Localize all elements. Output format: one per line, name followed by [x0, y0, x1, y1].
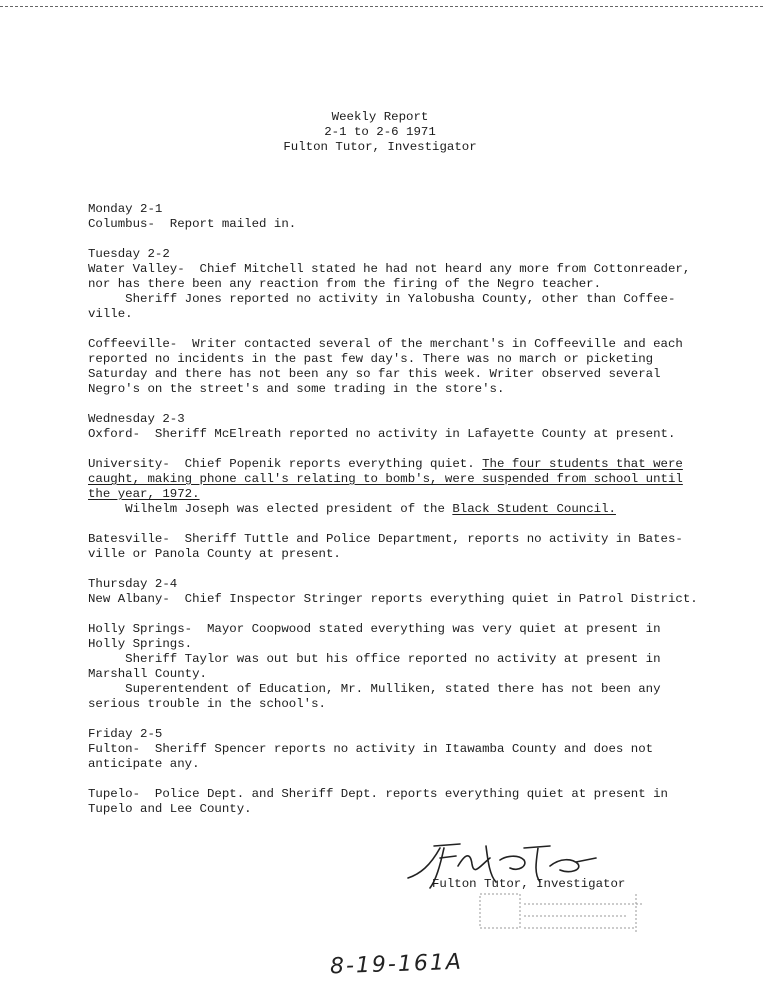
- page-top-edge: [0, 0, 763, 7]
- entry-holly-springs-line: Marshall County.: [88, 667, 207, 681]
- day-heading-wednesday: Wednesday 2-3: [88, 412, 185, 426]
- entry-tupelo-line: Tupelo and Lee County.: [88, 802, 252, 816]
- entry-coffeeville-line: Negro's on the street's and some trading in the store's.: [88, 382, 505, 396]
- day-heading-thursday: Thursday 2-4: [88, 577, 178, 591]
- entry-university-underlined: The four students that were: [482, 457, 683, 471]
- entry-university-underlined: caught, making phone call's relating to bomb's, were suspended from school until: [88, 472, 683, 486]
- entry-new-albany: New Albany- Chief Inspector Stringer reports everything quiet in Patrol District.: [88, 592, 698, 606]
- entry-holly-springs-line: Holly Springs- Mayor Coopwood stated everything was very quiet at present in: [88, 622, 661, 636]
- signature-printed-name: Fulton Tutor, Investigator: [432, 877, 626, 891]
- report-title: Weekly Report: [331, 110, 429, 124]
- entry-coffeeville-line: Coffeeville- Writer contacted several of the merchant's in Coffeeville and each: [88, 337, 683, 351]
- entry-holly-springs-line: Holly Springs.: [88, 637, 193, 651]
- entry-columbus: Columbus- Report mailed in.: [88, 217, 297, 231]
- entry-coffeeville-line: reported no incidents in the past few day's. There was no march or picketing: [88, 352, 654, 366]
- entry-tupelo-line: Tupelo- Police Dept. and Sheriff Dept. reports everything quiet at present in: [88, 787, 668, 801]
- entry-batesville-line: Batesville- Sheriff Tuttle and Police Department, reports no activity in Bates-: [88, 532, 683, 546]
- entry-university-underlined: Black Student Council.: [452, 502, 616, 516]
- entry-university-line: [88, 502, 616, 517]
- entry-holly-springs-line: serious trouble in the school's.: [88, 697, 326, 711]
- entry-fulton-line: Fulton- Sheriff Spencer reports no activity in Itawamba County and does not: [88, 742, 654, 756]
- entry-holly-springs-line: Sheriff Taylor was out but his office reported no activity at present in: [88, 652, 661, 666]
- entry-university-line: [88, 457, 683, 472]
- entry-fulton-line: anticipate any.: [88, 757, 200, 771]
- handwritten-file-number: 8-19-161A: [329, 949, 464, 980]
- day-heading-tuesday: Tuesday 2-2: [88, 247, 170, 261]
- report-dates: 2-1 to 2-6 1971: [324, 125, 436, 139]
- entry-university-text: University- Chief Popenik reports everything quiet.: [88, 457, 483, 471]
- report-author: Fulton Tutor, Investigator: [283, 140, 477, 154]
- entry-university-text: Wilhelm Joseph was elected president of the: [88, 502, 453, 516]
- entry-water-valley-line: Water Valley- Chief Mitchell stated he had not heard any more from Cottonreader,: [88, 262, 691, 276]
- day-heading-friday: Friday 2-5: [88, 727, 163, 741]
- entry-water-valley-line: ville.: [88, 307, 133, 321]
- day-heading-monday: Monday 2-1: [88, 202, 163, 216]
- entry-university-underlined: the year, 1972.: [88, 487, 200, 501]
- entry-oxford: Oxford- Sheriff McElreath reported no activity in Lafayette County at present.: [88, 427, 676, 441]
- faded-stamp: [476, 890, 646, 936]
- entry-holly-springs-line: Superentendent of Education, Mr. Mulliken, stated there has not been any: [88, 682, 661, 696]
- entry-coffeeville-line: Saturday and there has not been any so far this week. Writer observed several: [88, 367, 661, 381]
- entry-batesville-line: ville or Panola County at present.: [88, 547, 341, 561]
- entry-water-valley-line: Sheriff Jones reported no activity in Yalobusha County, other than Coffee-: [88, 292, 676, 306]
- entry-water-valley-line: nor has there been any reaction from the firing of the Negro teacher.: [88, 277, 602, 291]
